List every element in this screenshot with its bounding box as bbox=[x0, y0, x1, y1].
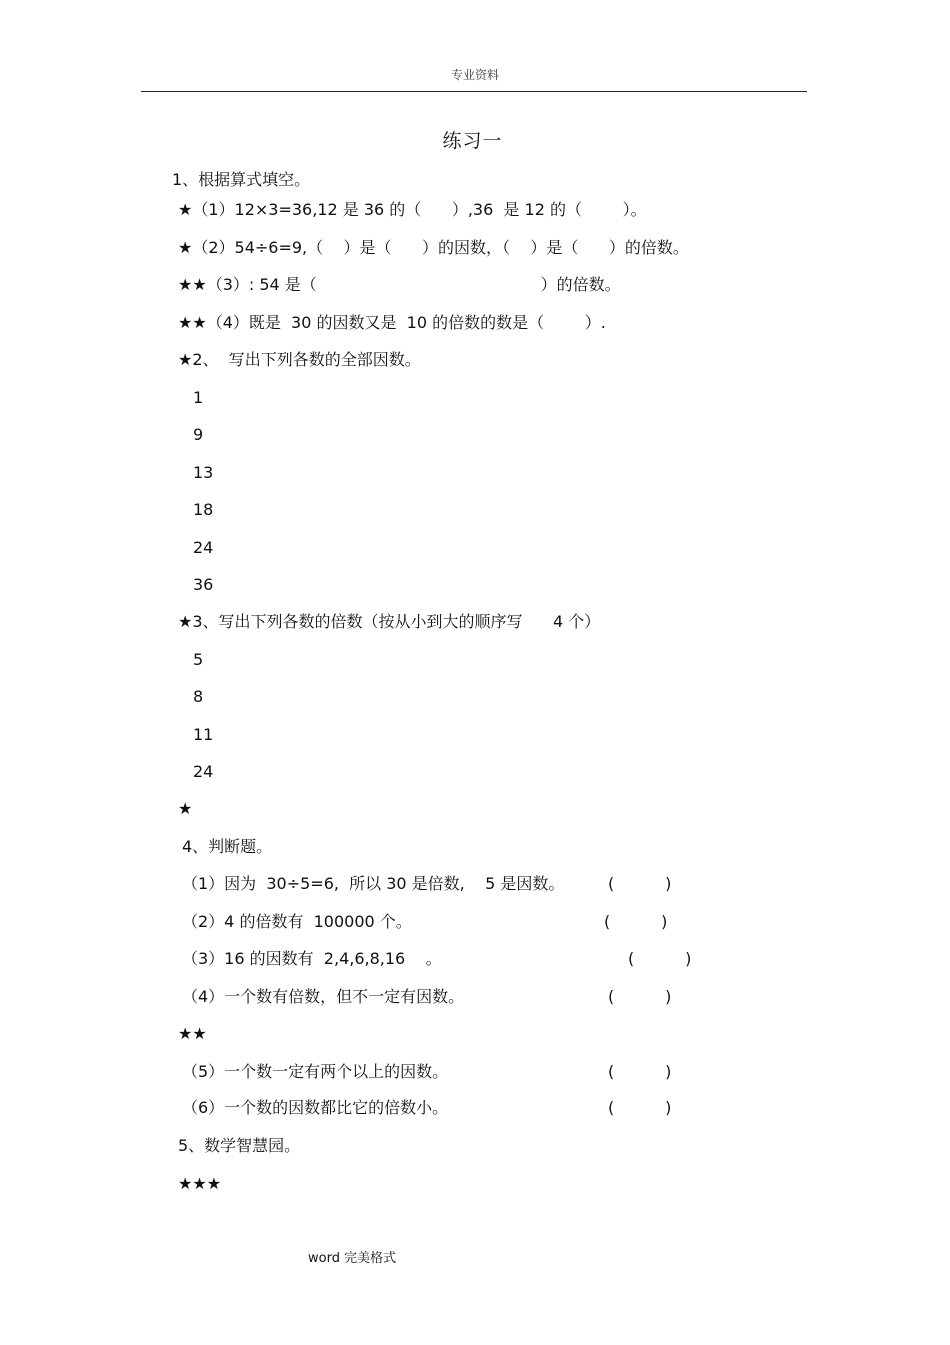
section3-number: 11 bbox=[193, 725, 214, 744]
section1-question-3: ★★（3）: 54 是（ ）的倍数。 bbox=[178, 275, 621, 294]
section5-heading: 5、数学智慧园。 bbox=[178, 1136, 301, 1155]
judgment-item-4: （4）一个数有倍数，但不一定有因数。 bbox=[182, 987, 465, 1006]
section3-number: 5 bbox=[193, 650, 204, 669]
judgment-item-1: （1）因为 30÷5=6, 所以 30 是倍数, 5 是因数。 bbox=[182, 874, 565, 893]
page-header: 专业资料 bbox=[450, 68, 499, 82]
section1-question-4: ★★（4）既是 30 的因数又是 10 的倍数的数是（ ）. bbox=[178, 313, 606, 332]
judgment-item-6: （6）一个数的因数都比它的倍数小。 bbox=[182, 1098, 449, 1117]
judgment-answer-3[interactable]: ( ) bbox=[628, 949, 692, 968]
page-footer: word 完美格式 bbox=[308, 1251, 397, 1266]
page-title: 练习一 bbox=[442, 130, 503, 152]
section2-number: 36 bbox=[193, 575, 214, 594]
section2-number: 9 bbox=[193, 425, 204, 444]
section2-number: 18 bbox=[193, 500, 214, 519]
judgment-item-5: （5）一个数一定有两个以上的因数。 bbox=[182, 1062, 449, 1081]
section2-number: 24 bbox=[193, 538, 214, 557]
section4-stars: ★★ bbox=[178, 1024, 207, 1043]
judgment-item-2: （2）4 的倍数有 100000 个。 bbox=[182, 912, 412, 931]
section2-number: 1 bbox=[193, 388, 204, 407]
section1-question-2: ★（2）54÷6=9,（ ）是（ ）的因数，（ ）是（ ）的倍数。 bbox=[178, 238, 689, 257]
section1-heading: 1、根据算式填空。 bbox=[172, 170, 311, 189]
section3-heading: ★3、写出下列各数的倍数（按从小到大的顺序写 4 个） bbox=[178, 612, 601, 631]
judgment-answer-6[interactable]: ( ) bbox=[608, 1098, 672, 1117]
judgment-answer-2[interactable]: ( ) bbox=[604, 912, 668, 931]
judgment-answer-5[interactable]: ( ) bbox=[608, 1062, 672, 1081]
judgment-answer-4[interactable]: ( ) bbox=[608, 987, 672, 1006]
section1-question-1: ★（1）12×3=36,12 是 36 的（ ）,36 是 12 的（ ）。 bbox=[178, 200, 647, 219]
header-rule bbox=[141, 91, 807, 92]
section3-stars: ★ bbox=[178, 799, 193, 818]
judgment-answer-1[interactable]: ( ) bbox=[608, 874, 672, 893]
section4-heading: 4、判断题。 bbox=[182, 837, 273, 856]
section2-heading: ★2、 写出下列各数的全部因数。 bbox=[178, 350, 421, 369]
section5-stars: ★★★ bbox=[178, 1174, 222, 1193]
section3-number: 8 bbox=[193, 687, 204, 706]
section3-number: 24 bbox=[193, 762, 214, 781]
section2-number: 13 bbox=[193, 463, 214, 482]
judgment-item-3: （3）16 的因数有 2,4,6,8,16 。 bbox=[182, 949, 442, 968]
